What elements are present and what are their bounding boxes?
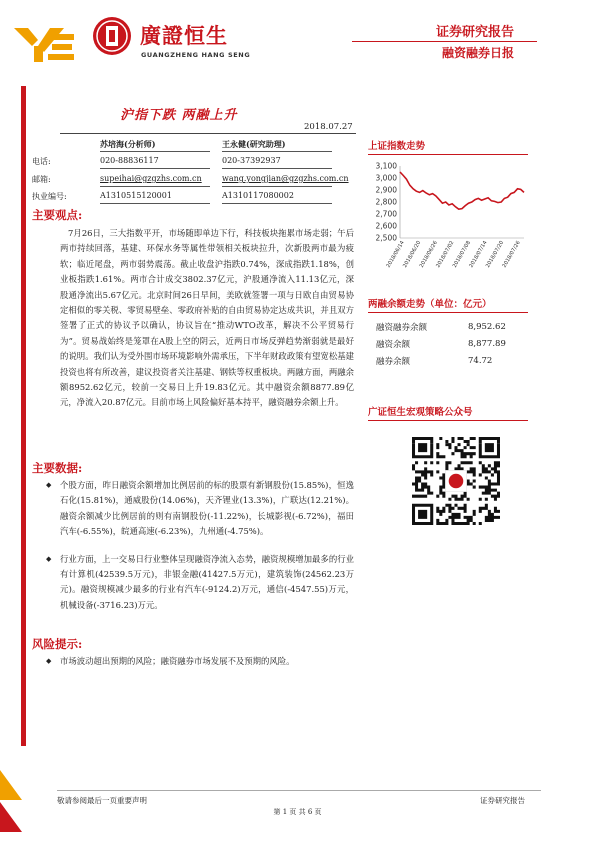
data-item-1: 个股方面，昨日融资余额增加比例居前的标的股票有新钢股份(15.85%)，恒逸石化(15.81%)，通威股份(14.06%)，天齐锂业(13.3%)，广联达(12.21%)。融资余额减少比例居前的则有南钢股份(-11.22%)，长城影视(-6.72%)，福田汽车(-6.55%)，皖通高速(-6.23%)，九州通(-4.75%)。 xyxy=(60,480,354,537)
table-row xyxy=(368,318,528,335)
x-tick-label: 2018/06/26 xyxy=(418,240,439,269)
brand-name-en: GUANGZHENG HANG SENG xyxy=(141,51,251,59)
report-subtitle: 融资融券日报 xyxy=(441,46,514,60)
bullet-icon: ◆ xyxy=(46,481,52,489)
x-tick-label: 2018/07/26 xyxy=(501,240,522,269)
y-tick-label: 2,700 xyxy=(375,209,397,219)
brand-name: 廣證恒生 xyxy=(140,23,228,48)
title-divider xyxy=(60,133,356,134)
footer-divider xyxy=(57,790,541,791)
phone-rule-2 xyxy=(222,168,332,169)
footer-report-type: 证券研究报告 xyxy=(480,796,525,805)
bullet-icon: ◆ xyxy=(46,554,52,563)
balance-row-name: 融资余额 xyxy=(376,339,411,350)
author-1-license: A1310515120001 xyxy=(100,191,172,200)
phone-label: 电话: xyxy=(32,157,51,166)
page-number: 第 1 页 共 6 页 xyxy=(273,808,322,816)
list-item xyxy=(46,478,354,540)
chart-title-rule xyxy=(368,154,528,155)
data-section-title: 主要数据: xyxy=(32,461,83,475)
page-title: 沪指下跌 两融上升 xyxy=(120,108,238,123)
balance-title: 两融余额走势（单位：亿元） xyxy=(368,299,492,310)
x-tick-label: 2018/06/14 xyxy=(385,240,406,269)
author-1-rule xyxy=(100,151,210,152)
x-tick-label: 2018/06/20 xyxy=(402,240,423,269)
balance-row-value: 8,877.89 xyxy=(468,338,506,349)
author-2-license: A1310117080002 xyxy=(222,191,294,200)
email-rule-2 xyxy=(222,186,332,187)
author-1-name: 苏培海(分析师) xyxy=(100,139,156,149)
x-tick-label: 2018/07/02 xyxy=(435,240,456,269)
chart-title: 上证指数走势 xyxy=(368,141,426,152)
table-row xyxy=(368,352,528,369)
author-2-email[interactable]: wang.yongjian@gzgzhs.com.cn xyxy=(222,174,349,183)
x-tick-label: 2018/07/08 xyxy=(451,240,473,269)
qr-code-icon[interactable] xyxy=(412,437,500,525)
author-2-name: 王永健(研究助理) xyxy=(222,139,286,149)
bullet-icon: ◆ xyxy=(46,657,52,665)
license-rule-1 xyxy=(100,203,210,204)
views-paragraph: 7月26日，三大指数平开，市场随即单边下行，科技板块拖累市场走弱；午后两市持续回落，基建、环保水务等属性带领相关板块拉升，次新股两市最为疲软；临近尾盘，两市弱势震荡。截止收盘沪指跌0.74%，深成指跌1.18%，创业板指跌1.61%。两市合计成交3802.37亿元，沪股通净流入11.13亿元，深股通净流出5.67亿元。北京时间26日早间，美欧就签署一项与日欧自由贸易协定相似的零关税、零贸易壁垒、零政府补贴的自由贸易协定达成共识，并且双方签署了正式的协议予以确认，协议旨在“推动WTO改革，解决不公平贸易行为”。贸易战始终是笼罩在A股上空的阴云，近两日市场反弹趋势渐弱就是最好的说明。我们认为受外围市场环境影响外需承压，下半年财政政策有望宽松基建投资也将有所改善，建议投资者关注基建、钢铁等权重板块。两融方面，两融余额8952.62亿元，较前一交易日上升19.83亿元。其中融资余额8877.89亿元，净流入20.87亿元。目前市场上风险偏好基本持平，融资融券余额上升。 xyxy=(60,228,354,408)
index-line-chart xyxy=(368,160,528,280)
index-series-line xyxy=(400,172,524,209)
list-item xyxy=(46,654,354,669)
corner-decoration-icon xyxy=(0,770,22,842)
balance-title-rule xyxy=(368,312,528,313)
report-date: 2018.07.27 xyxy=(304,122,353,132)
phone-rule-1 xyxy=(100,168,210,169)
wechat-title: 广证恒生宏观策略公众号 xyxy=(368,407,473,418)
header-divider xyxy=(352,41,537,42)
risk-section-title: 风险提示: xyxy=(32,637,83,651)
author-2-phone: 020-37392937 xyxy=(222,156,281,165)
table-row xyxy=(368,335,528,352)
data-list xyxy=(46,478,354,613)
left-accent-bar xyxy=(21,86,26,746)
y-tick-label: 2,900 xyxy=(375,185,397,195)
email-rule-1 xyxy=(100,186,210,187)
data-item-2: 行业方面，上一交易日行业整体呈现融资净流入态势，融资规模增加最多的行业有计算机(42539.5万元)，非银金融(41427.5万元)，建筑装饰(24562.23万元)。融资规模减少最多的行业有汽车(-9124.2)万元，通信(-4547.55)万元，机械设备(-3716.23)万元。 xyxy=(60,553,354,610)
wechat-title-rule xyxy=(368,420,528,421)
qr-center-mark-icon xyxy=(449,474,464,489)
report-type: 证券研究报告 xyxy=(435,25,514,40)
author-1-email[interactable]: supeihai@gzgzhs.com.cn xyxy=(100,174,202,183)
y-tick-label: 2,800 xyxy=(375,197,397,207)
balance-row-name: 融资融券余额 xyxy=(376,322,428,333)
company-seal-icon xyxy=(92,16,132,56)
risk-item-1: 市场波动超出预期的风险；融资融券市场发展不及预期的风险。 xyxy=(60,656,295,666)
y-tick-label: 2,600 xyxy=(375,221,397,231)
y-tick-label: 3,100 xyxy=(375,161,397,171)
y-tick-label: 3,000 xyxy=(375,173,397,183)
footer-disclaimer: 敬请参阅最后一页重要声明 xyxy=(57,796,147,805)
risk-list xyxy=(46,654,354,669)
license-label: 执业编号: xyxy=(32,192,67,201)
balance-table xyxy=(368,318,528,369)
author-2-rule xyxy=(222,151,332,152)
balance-row-value: 74.72 xyxy=(468,355,493,366)
balance-row-value: 8,952.62 xyxy=(468,321,506,332)
email-label: 邮箱: xyxy=(32,175,51,184)
x-tick-label: 2018/07/20 xyxy=(485,240,506,269)
author-1-phone: 020-88836117 xyxy=(100,156,159,165)
license-rule-2 xyxy=(222,203,332,204)
company-logo-icon xyxy=(14,20,76,64)
x-tick-label: 2018/07/14 xyxy=(468,240,489,269)
y-tick-label: 2,500 xyxy=(375,233,397,243)
views-section-title: 主要观点: xyxy=(32,208,83,222)
list-item xyxy=(46,552,354,614)
balance-row-name: 融券余额 xyxy=(376,356,411,367)
